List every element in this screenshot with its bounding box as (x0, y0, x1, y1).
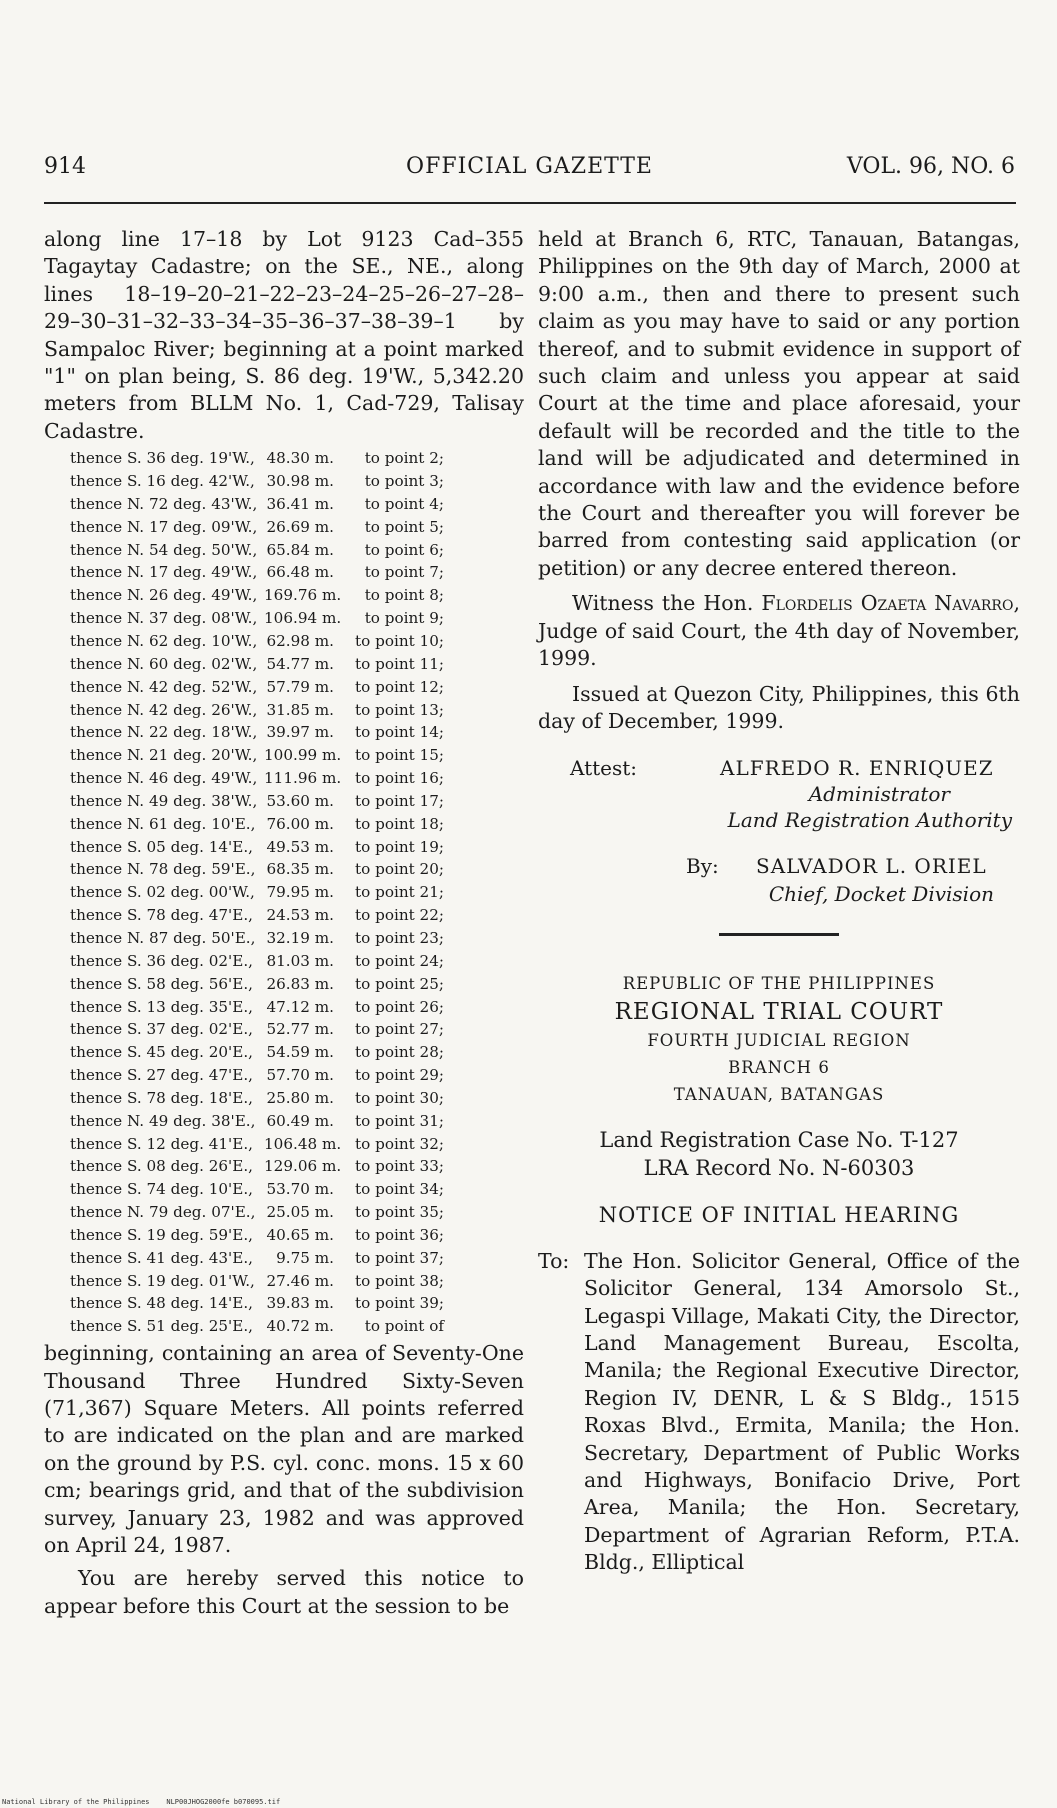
bearing-target: to point 14; (355, 723, 444, 742)
bearing-row (70, 1270, 524, 1293)
addressee-list: The Hon. Solicitor General, Office of the Solicitor General, 134 Amorsolo St., Legaspi Village, Makati City, the Director, Land Management Bureau, Escolta, Manila; the Regional Executive Director, Region IV, DENR, L & S Bldg., 1515 Roxas Blvd., Ermita, Manila; the Hon. Secretary, Department of Public Works and Highways, Bonifacio Drive, Port Area, Manila; the Hon. Secretary, Department of Agrarian Reform, P.T.A. Bldg., Elliptical (584, 1248, 1020, 1575)
page-number: 914 (44, 154, 86, 179)
bearing-row (70, 973, 524, 996)
bearing-row (70, 790, 524, 813)
bearing-row (70, 744, 524, 767)
bearing-target: to point 25; (355, 974, 444, 993)
bearing-direction: thence N. 17 deg. 49'W., (70, 563, 258, 582)
witness-paragraph (538, 590, 1020, 672)
bearing-target: to point 12; (355, 677, 444, 696)
bearing-row (70, 584, 524, 607)
bearing-distance: 25.80 m. (266, 1088, 334, 1107)
attest-label: Attest: (570, 756, 638, 781)
bearing-distance: 60.49 m. (266, 1111, 334, 1130)
bearing-row (70, 1224, 524, 1247)
bearing-target: to point 37; (355, 1248, 444, 1267)
bearing-target: to point 28; (355, 1043, 444, 1062)
bearing-distance: 81.03 m. (266, 951, 334, 970)
boundary-intro: along line 17–18 by Lot 9123 Cad–355 Tagaytay Cadastre; on the SE., NE., along lines 18–19–20–21–22–23–24–25–26–27–28–29–30–31–32–33–34–35–36–37–38–39–1 by Sampaloc River; beginning at a point marked "1" on plan being, S. 86 deg. 19'W., 5,342.20 meters from BLLM No. 1, Cad-729, Talisay Cadastre. (44, 227, 524, 443)
bearing-direction: thence S. 78 deg. 18'E., (70, 1088, 253, 1107)
bearing-target: to point 26; (355, 997, 444, 1016)
bearing-distance: 47.12 m. (266, 997, 334, 1016)
bearing-row (70, 836, 524, 859)
bearing-distance: 111.96 m. (264, 769, 342, 788)
left-column (44, 226, 524, 1620)
bearings-table (70, 447, 524, 1338)
bearing-row (70, 996, 524, 1019)
bearing-distance: 106.48 m. (264, 1134, 342, 1153)
bearing-distance: 9.75 m. (276, 1248, 334, 1267)
bearing-target: to point 13; (355, 700, 444, 719)
bearing-row (70, 721, 524, 744)
bearing-distance: 57.79 m. (266, 677, 334, 696)
bearing-direction: thence S. 27 deg. 47'E., (70, 1066, 253, 1085)
bearing-row (70, 858, 524, 881)
bearing-row (70, 1064, 524, 1087)
bearing-row (70, 1292, 524, 1315)
bearing-target: to point 11; (355, 654, 444, 673)
addressees (538, 1248, 1020, 1577)
bearing-direction: thence S. 36 deg. 02'E., (70, 951, 253, 970)
lra-record: LRA Record No. N-60303 (643, 1156, 915, 1181)
bearing-distance: 25.05 m. (266, 1203, 334, 1222)
bearing-direction: thence S. 08 deg. 26'E., (70, 1157, 253, 1176)
bearing-direction: thence S. 05 deg. 14'E., (70, 837, 253, 856)
header-rule (44, 202, 1016, 204)
bearing-target: to point 38; (355, 1271, 444, 1290)
bearing-distance: 106.94 m. (264, 609, 342, 628)
bearing-row (70, 1133, 524, 1156)
bearing-distance: 30.98 m. (266, 472, 334, 491)
by-label: By: (686, 854, 719, 879)
bearing-target: to point 34; (355, 1180, 444, 1199)
bearing-target: to point 33; (355, 1157, 444, 1176)
bearing-distance: 40.72 m. (266, 1317, 334, 1336)
bearing-target: to point 23; (355, 928, 444, 947)
bearing-direction: thence N. 22 deg. 18'W., (70, 723, 258, 742)
bearing-direction: thence S. 37 deg. 02'E., (70, 1020, 253, 1039)
bearing-direction: thence N. 60 deg. 02'W., (70, 654, 258, 673)
bearing-direction: thence S. 45 deg. 20'E., (70, 1043, 253, 1062)
court-location: TANAUAN, BATANGAS (673, 1085, 885, 1105)
by-name: SALVADOR L. ORIEL (756, 854, 987, 879)
bearing-direction: thence N. 72 deg. 43'W., (70, 494, 258, 513)
bearing-row (70, 1018, 524, 1041)
bearing-distance: 39.97 m. (266, 723, 334, 742)
bearing-direction: thence S. 48 deg. 14'E., (70, 1294, 253, 1313)
bearing-target: to point 19; (355, 837, 444, 856)
bearing-direction: thence N. 62 deg. 10'W., (70, 632, 258, 650)
bearing-target: to point 32; (355, 1134, 444, 1153)
bearing-distance: 76.00 m. (266, 814, 334, 833)
bearing-row (70, 470, 524, 493)
bearing-target: to point 27; (355, 1020, 444, 1039)
attestation-block (538, 745, 1020, 907)
attest-title: Administrator (808, 782, 950, 807)
notice-title: NOTICE OF INITIAL HEARING (598, 1203, 960, 1228)
bearing-direction: thence N. 54 deg. 50'W., (70, 540, 258, 559)
bearing-target: to point 39; (355, 1294, 444, 1313)
bearing-row (70, 767, 524, 790)
bearing-row (70, 493, 524, 516)
case-number: Land Registration Case No. T-127 (599, 1128, 959, 1153)
bearing-distance: 52.77 m. (266, 1020, 334, 1039)
bearing-distance: 54.77 m. (266, 654, 334, 673)
bearing-distance: 62.98 m. (266, 632, 334, 650)
bearing-direction: thence N. 42 deg. 26'W., (70, 700, 258, 719)
bearing-distance: 68.35 m. (266, 860, 334, 879)
scan-footer (2, 1798, 280, 1806)
bearing-distance: 79.95 m. (266, 883, 334, 902)
journal-title: OFFICIAL GAZETTE (406, 154, 653, 179)
court-heading (538, 970, 1020, 1108)
court-branch: BRANCH 6 (728, 1058, 830, 1078)
bearing-distance: 100.99 m. (264, 746, 342, 765)
case-block (538, 1126, 1020, 1182)
bearing-direction: thence N. 17 deg. 09'W., (70, 517, 258, 536)
bearing-direction: thence S. 78 deg. 47'E., (70, 906, 253, 925)
bearing-direction: thence S. 51 deg. 25'E., (70, 1317, 253, 1336)
bearing-target: to point 20; (355, 860, 444, 879)
bearing-target: to point 29; (355, 1066, 444, 1085)
witness-prefix: Witness the Hon. (572, 591, 754, 616)
bearing-target: to point 10; (355, 632, 444, 650)
bearing-row (70, 1201, 524, 1224)
bearing-distance: 32.19 m. (266, 928, 334, 947)
bearing-target: to point 6; (364, 540, 444, 559)
bearing-direction: thence N. 78 deg. 59'E., (70, 860, 256, 879)
bearing-row (70, 676, 524, 699)
bearing-direction: thence S. 36 deg. 19'W., (70, 449, 255, 468)
library-source: National Library of the Philippines (2, 1798, 150, 1806)
bearing-distance: 39.83 m. (266, 1294, 334, 1313)
bearing-distance: 53.60 m. (266, 791, 334, 810)
bearing-direction: thence S. 16 deg. 42'W., (70, 472, 255, 491)
bearing-row (70, 630, 524, 653)
bearing-row (70, 1110, 524, 1133)
republic-line: REPUBLIC OF THE PHILIPPINES (622, 974, 936, 994)
bearing-target: to point 24; (355, 951, 444, 970)
bearing-direction: thence S. 58 deg. 56'E., (70, 974, 253, 993)
to-label: To: (538, 1248, 570, 1273)
witness-suffix: , Judge of said Court, the 4th day of November, 1999. (538, 591, 1020, 671)
bearing-direction: thence N. 79 deg. 07'E., (70, 1203, 256, 1222)
bearing-distance: 24.53 m. (266, 906, 334, 925)
bearing-target: to point of (364, 1317, 444, 1336)
bearing-distance: 26.83 m. (266, 974, 334, 993)
by-title: Chief, Docket Division (768, 882, 994, 907)
bearing-row (70, 1041, 524, 1064)
bearing-row (70, 447, 524, 470)
bearing-target: to point 17; (355, 791, 444, 810)
bearing-distance: 36.41 m. (266, 494, 334, 513)
bearing-direction: thence S. 19 deg. 01'W., (70, 1271, 255, 1290)
bearing-row (70, 1315, 524, 1338)
bearing-distance: 49.53 m. (266, 837, 334, 856)
page-header (44, 150, 1015, 186)
bearing-direction: thence S. 12 deg. 41'E., (70, 1134, 253, 1153)
bearing-row (70, 813, 524, 836)
bearing-target: to point 30; (355, 1088, 444, 1107)
court-name: REGIONAL TRIAL COURT (614, 999, 944, 1026)
bearing-distance: 66.48 m. (266, 563, 334, 582)
bearing-target: to point 31; (355, 1111, 444, 1130)
bearing-distance: 65.84 m. (266, 540, 334, 559)
bearing-distance: 31.85 m. (266, 700, 334, 719)
bearing-row (70, 927, 524, 950)
bearing-distance: 169.76 m. (264, 586, 342, 605)
bearing-target: to point 4; (364, 494, 444, 513)
scan-file-id: NLP00JHOG2000fe b070095.tif (166, 1798, 281, 1806)
bearing-direction: thence S. 13 deg. 35'E., (70, 997, 253, 1016)
judge-name: Flordelis Ozaeta Navarro (761, 591, 1014, 616)
bearing-direction: thence N. 42 deg. 52'W., (70, 677, 258, 696)
bearing-direction: thence S. 19 deg. 59'E., (70, 1225, 253, 1244)
bearing-row (70, 881, 524, 904)
bearing-target: to point 2; (364, 449, 444, 468)
section-divider (719, 933, 839, 936)
served-notice: You are hereby served this notice to appear before this Court at the session to be (44, 1566, 524, 1618)
bearing-target: to point 16; (355, 769, 444, 788)
bearing-row (70, 539, 524, 562)
bearing-direction: thence N. 61 deg. 10'E., (70, 814, 256, 833)
issued-paragraph: Issued at Quezon City, Philippines, this 6th day of December, 1999. (538, 681, 1020, 733)
bearing-direction: thence N. 49 deg. 38'W., (70, 791, 258, 810)
bearing-target: to point 35; (355, 1203, 444, 1222)
bearing-direction: thence N. 37 deg. 08'W., (70, 609, 258, 628)
bearing-direction: thence N. 26 deg. 49'W., (70, 586, 258, 605)
bearing-direction: thence S. 74 deg. 10'E., (70, 1180, 253, 1199)
attest-name: ALFREDO R. ENRIQUEZ (720, 756, 994, 781)
bearing-target: to point 7; (364, 563, 444, 582)
bearing-direction: thence N. 21 deg. 20'W., (70, 746, 258, 765)
bearing-target: to point 9; (364, 609, 444, 628)
bearing-direction: thence N. 49 deg. 38'E., (70, 1111, 256, 1130)
bearing-distance: 129.06 m. (264, 1157, 342, 1176)
bearing-row (70, 1155, 524, 1178)
bearing-distance: 53.70 m. (266, 1180, 334, 1199)
bearing-direction: thence S. 02 deg. 00'W., (70, 883, 255, 902)
bearing-row (70, 950, 524, 973)
bearing-target: to point 22; (355, 906, 444, 925)
bearing-direction: thence N. 46 deg. 49'W., (70, 769, 258, 788)
judicial-region: FOURTH JUDICIAL REGION (647, 1031, 911, 1051)
bearing-row (70, 699, 524, 722)
attest-agency: Land Registration Authority (727, 808, 1012, 833)
bearing-direction: thence S. 41 deg. 43'E., (70, 1248, 253, 1267)
bearing-row (70, 1178, 524, 1201)
right-column (538, 226, 1020, 1577)
bearing-target: to point 3; (364, 472, 444, 491)
bearing-row (70, 1247, 524, 1270)
bearing-row (70, 1087, 524, 1110)
bearing-row (70, 516, 524, 539)
bearing-distance: 48.30 m. (266, 449, 334, 468)
bearing-row (70, 607, 524, 630)
bearing-target: to point 5; (364, 517, 444, 536)
bearing-row (70, 904, 524, 927)
bearing-distance: 27.46 m. (266, 1271, 334, 1290)
bearing-target: to point 21; (355, 883, 444, 902)
bearing-row (70, 653, 524, 676)
area-description: beginning, containing an area of Seventy-One Thousand Three Hundred Sixty-Seven (71,367) Square Meters. All points referred to are indicated on the plan and are marked on the ground by P.S. cyl. conc. mons. 15 x 60 cm; bearings grid, and that of the subdivision survey, January 23, 1982 and was approved on April 24, 1987. (44, 1341, 524, 1557)
bearing-target: to point 8; (364, 586, 444, 605)
hearing-continuation: held at Branch 6, RTC, Tanauan, Batangas, Philippines on the 9th day of March, 2000 at 9:00 a.m., then and there to present such claim as you may have to said or any portion thereof, and to submit evidence in support of such claim and unless you appear at said Court at the time and place aforesaid, your default will be recorded and the title to the land will be adjudicated and determined in accordance with law and the evidence before the Court and thereafter you will forever be barred from contesting said application (or petition) or any decree entered thereon. (538, 227, 1020, 580)
bearing-direction: thence N. 87 deg. 50'E., (70, 928, 256, 947)
bearing-distance: 54.59 m. (266, 1043, 334, 1062)
bearing-target: to point 15; (355, 746, 444, 765)
bearing-target: to point 18; (355, 814, 444, 833)
bearing-row (70, 561, 524, 584)
bearing-distance: 40.65 m. (266, 1225, 334, 1244)
volume-issue: VOL. 96, NO. 6 (846, 154, 1015, 179)
bearing-distance: 26.69 m. (266, 517, 334, 536)
bearing-target: to point 36; (355, 1225, 444, 1244)
bearing-distance: 57.70 m. (266, 1066, 334, 1085)
